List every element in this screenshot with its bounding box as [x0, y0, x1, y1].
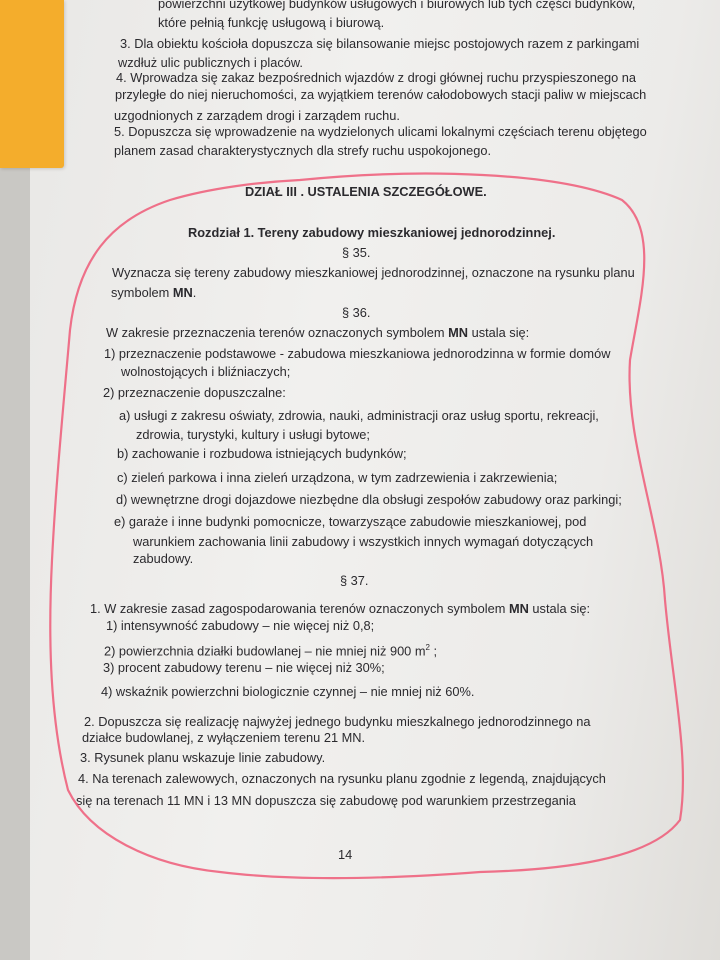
text-line: planem zasad charakterystycznych dla strefy ruchu uspokojonego.: [114, 143, 491, 158]
section-title: DZIAŁ III . USTALENIA SZCZEGÓŁOWE.: [245, 184, 487, 199]
paragraph-35-heading: § 35.: [342, 245, 371, 260]
list-item: d) wewnętrzne drogi dojazdowe niezbędne dla obsługi zespołów zabudowy oraz parkingi;: [116, 492, 622, 507]
text-line: zabudowy.: [133, 551, 194, 566]
text-line: 2. Dopuszcza się realizację najwyżej jednego budynku mieszkalnego jednorodzinnego na: [84, 714, 591, 729]
text-line: wolnostojących i bliźniaczych;: [121, 364, 291, 379]
text-line: symbolem MN.: [111, 285, 197, 300]
chapter-title: Rozdział 1. Tereny zabudowy mieszkaniowej jednorodzinnej.: [188, 225, 556, 240]
text-line: wzdłuż ulic publicznych i placów.: [118, 55, 303, 70]
text-line: przyległe do niej nieruchomości, za wyjątkiem terenów całodobowych stacji paliw w miejscach: [115, 87, 647, 102]
paragraph-37-heading: § 37.: [340, 573, 369, 588]
list-item: e) garaże i inne budynki pomocnicze, towarzyszące zabudowie mieszkaniowej, pod: [114, 514, 587, 529]
list-item: 1) intensywność zabudowy – nie więcej niż 0,8;: [106, 618, 375, 633]
text-line: 3. Rysunek planu wskazuje linie zabudowy.: [80, 750, 326, 765]
text-line: 3. Dla obiektu kościoła dopuszcza się bilansowanie miejsc postojowych razem z parkingami: [120, 36, 640, 51]
text-line: Wyznacza się tereny zabudowy mieszkaniowej jednorodzinnej, oznaczone na rysunku planu: [112, 265, 635, 280]
text-line: działce budowlanej, z wyłączeniem terenu 21 MN.: [82, 730, 366, 745]
text-line: 5. Dopuszcza się wprowadzenie na wydzielonych ulicami lokalnymi częściach terenu objętego: [114, 124, 647, 139]
list-item: 3) procent zabudowy terenu – nie więcej niż 30%;: [103, 660, 385, 675]
text-line: uzgodnionych z zarządem drogi i zarządem ruchu.: [114, 108, 400, 123]
list-item: b) zachowanie i rozbudowa istniejących budynków;: [117, 446, 407, 461]
text-line: 4. Wprowadza się zakaz bezpośrednich wjazdów z drogi głównej ruchu przyspieszonego na: [116, 70, 636, 85]
paragraph-36-heading: § 36.: [342, 305, 371, 320]
page-number: 14: [338, 847, 353, 862]
text-line: 4. Na terenach zalewowych, oznaczonych na rysunku planu zgodnie z legendą, znajdujących: [78, 771, 606, 786]
list-item-text: 1) przeznaczenie podstawowe - zabudowa mieszkaniowa jednorodzinna w formie domów: [104, 346, 611, 361]
text-line: się na terenach 11 MN i 13 MN dopuszcza się zabudowę pod warunkiem przestrzegania: [76, 793, 576, 808]
list-item: 4) wskaźnik powierzchni biologicznie czynnej – nie mniej niż 60%.: [101, 684, 475, 699]
list-item: 2) powierzchnia działki budowlanej – nie mniej niż 900 $m^2$ ;: [104, 643, 438, 659]
list-item: 2) przeznaczenie dopuszczalne:: [103, 385, 286, 400]
text-line: zdrowia, turystyki, kultury i usługi bytowe;: [136, 427, 370, 442]
text-line: warunkiem zachowania linii zabudowy i wszystkich innych wymagań dotyczących: [133, 534, 594, 549]
text-line: 1. W zakresie zasad zagospodarowania terenów oznaczonych symbolem MN ustala się:: [90, 601, 591, 616]
text-line: które pełnią funkcję usługową i biurową.: [158, 15, 385, 30]
list-item: c) zieleń parkowa i inna zieleń urządzona, w tym zadrzewienia i zakrzewienia;: [117, 470, 558, 485]
text-line: powierzchni użytkowej budynków usługowych i biurowych lub tych części budynków,: [158, 0, 636, 11]
list-item: a) usługi z zakresu oświaty, zdrowia, nauki, administracji oraz usług sportu, rekreacji,: [119, 408, 599, 423]
text-line: W zakresie przeznaczenia terenów oznaczonych symbolem MN ustala się:: [106, 325, 530, 340]
